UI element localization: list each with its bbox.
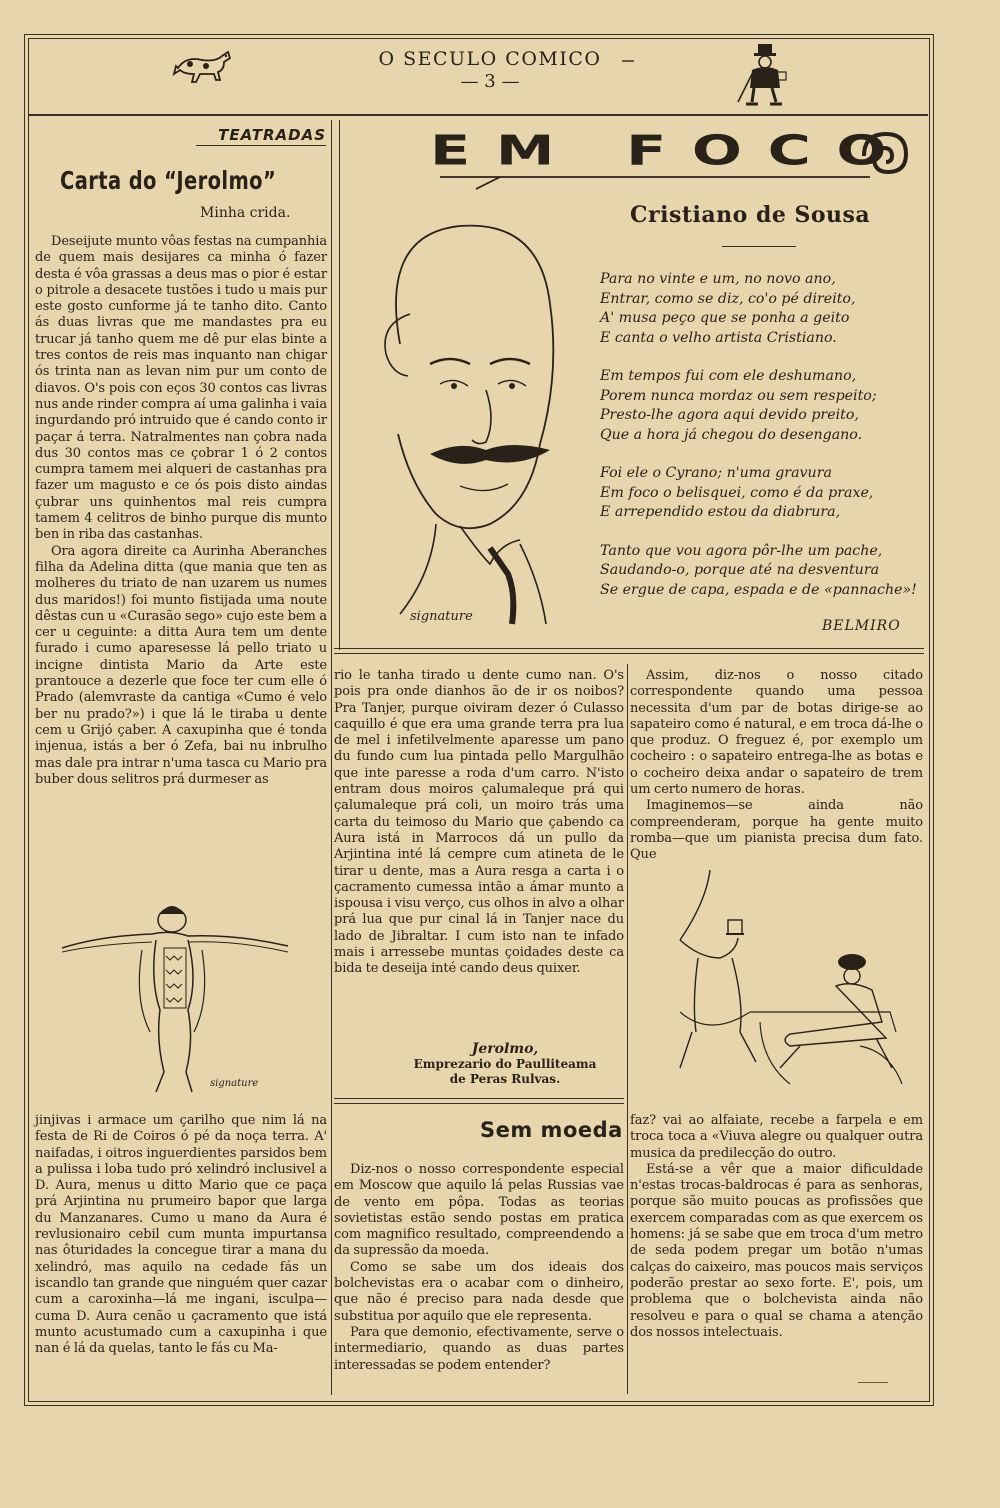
poem-stanza [600, 542, 920, 601]
title-underline-ornament [440, 175, 870, 191]
poem-stanza [600, 464, 920, 523]
poem-title: Cristiano de Sousa [630, 202, 871, 228]
man-with-cane-illustration [732, 42, 788, 110]
sem-moeda-title: Sem moeda [480, 1118, 623, 1142]
poem-signature: BELMIRO [822, 618, 901, 634]
article-paragraph: Como se sabe um dos ideais dos bolchevistas era o acabar com o dinheiro, que não é preciso para nada desde que substitua por aquilo que ele representa. [334, 1259, 624, 1324]
article-paragraph: Está-se a vêr que a maior dificuldade n'estas trocas-baldrocas é para as senhoras, porque são muito poucas as profissões que exercem comparadas com as que exercem os homens: já se sabe que em troca d'um metro de seda podem pregar um botão n'umas calças do caixeiro, mas poucos mais serviços poderão prestar ao sexo forte. E', pois, um problema que o bolchevista ainda não resolveu e para o qual se chama a atenção dos nossos intelectuais. [630, 1161, 923, 1340]
poem-stanza [600, 270, 920, 348]
poem-line: Em tempos fui com ele deshumano, [600, 368, 857, 384]
page-number: — 3 — [460, 71, 520, 92]
letter-paragraph: Ora agora direite ca Aurinha Aberanches filha da Adelina ditta (que mania que ten as molheres du triato de nan uzarem us numes dus maridos!) foi munto fistijada uma noute dêstas cun u «Curasão sego» cujo este bem a cer u ceguinte: a ditta Aura tem um dente furado i cumo aparesesse lá pello triato u incigne dintista Mario da Arte este prantouce a dezerle que foce ter cum elle ó Prado (alemvraste da cantiga «Cumo é velo ber nu prado?») i que lá le tiraba u dente cem u Grijó çaber. A caxupinha que é tonda injenua, istás a ber ó Zefa, bai nu inbrulho mas dale pra intrar n'uma tasca cu Mario pra buber dous selitros prá durmeser as [35, 543, 327, 787]
poem [600, 270, 920, 619]
poem-line: A' musa peço que se ponha a geito [600, 310, 850, 326]
column-rule-left [331, 120, 332, 1395]
moeda-rule-2 [334, 1103, 624, 1104]
foco-box-rule-1 [334, 648, 924, 649]
masthead [300, 48, 680, 92]
letter-paragraph: jinjivas i armace um çarilho que nim lá na festa de Ri de Coiros ó pé da noça terra. A' naifadas, i oitros inguerdientes parsidos bem a pulissa i loba tudo pró xelindró inclusivel a D. Aura, menus u ditto Mario que ce paça prá Arjintina nu prumeiro bapor que larga du Manzanares. Cumo u mano da Aura é revlusionairo cebil cum munta impurtansa nas ôturidades la concegue tirar a mana du xelindró, mas aquilo na cedade fás un iscandlo tan grande que ninguém quer cazar cum a caroxinha—lá me ingani, isculpa—cuma D. Aura cenão u çacramento que istá munto acustumado cum a caxupinha i que nan é lá da quelas, tanto le fás cu Ma- [35, 1113, 327, 1357]
article-paragraph: Para que demonio, efectivamente, serve o intermediario, quando as duas partes interessadas se podem entender? [334, 1324, 624, 1373]
swirl-ornament-icon [858, 130, 910, 180]
poem-line: Para no vinte e um, no novo ano, [600, 271, 836, 287]
column-rule-right [627, 664, 628, 1394]
poem-line: Saudando-o, porque até na desventura [600, 562, 880, 578]
poem-line: Entrar, como se diz, co'o pé direito, [600, 290, 856, 307]
dog-illustration [172, 46, 234, 86]
poem-line: Se ergue de capa, espada e de «pannache»! [600, 581, 917, 598]
letter-paragraph: Deseijute munto vôas festas na cumpanhia de quem mais desijares ca minha ó fazer desta é vôa grassas a deus mas o pior é estar o pitrole a desacete tustões i tudo u mais pur este gosto cunforme já te tanho dito. Canto ás duas livras que me mandastes pra eu trucar já tanho quem me dê pur elas binte a tres contos de reis mas inquanto nan chigar ós trinta nan as levan nim pur um conto de diavos. O's pois con eços 30 contos cas livras nus ande rinder compra aí uma galinha i vaia ingurdando pró intruido que é cando conto ir paçar á terra. Natralmentes nan çobra nada dus 30 contos mas ce çobrar 1 ó 2 contos cumpra tamem mei alqueri de castanhas pra fazer um magusto e ce ós pois disto aindas çubrar uns quinhentos mal reis cumpra tamem 4 celitros de binho purque dis munto ben in riba das castanhas. [35, 234, 327, 543]
svg-text:signature: signature [210, 1078, 259, 1089]
signature-title: Emprezario do Paulliteama [413, 1057, 597, 1071]
article-paragraph: faz? vai ao alfaiate, recebe a farpela e em troca toca a «Viuva alegre ou qualquer outra musica da predilecção do outro. [630, 1113, 923, 1161]
foco-box-rule-2 [334, 653, 924, 654]
sem-moeda-text-right-bottom [630, 1113, 923, 1341]
poem-line: E canta o velho artista Cristiano. [600, 329, 837, 346]
poem-stanza [600, 367, 920, 445]
poem-title-rule [722, 246, 796, 247]
ornament-icon [622, 58, 634, 64]
sem-moeda-text-right [630, 668, 923, 864]
sem-moeda-text [334, 1162, 624, 1374]
salutation: Minha crida. [200, 205, 291, 221]
portrait-caricature-illustration [340, 214, 590, 639]
signature-name: Jerolmo, [471, 1041, 539, 1057]
poem-line: E arrependido estou da diabrura, [600, 504, 841, 520]
dancer-cartoon-illustration [60, 900, 310, 1100]
svg-text:signature: signature [410, 609, 473, 624]
newspaper-title: O SECULO COMICO [378, 48, 602, 70]
poem-line: Foi ele o Cyrano; n'uma gravura [600, 465, 832, 481]
masthead-rule [28, 114, 928, 116]
poem-line: Em foco o belisquei, como é da praxe, [600, 484, 874, 501]
poem-line: Porem nunca mordaz ou sem respeito; [600, 387, 877, 404]
em-foco-title: EM FOCO [430, 126, 913, 175]
letter-text-continued [334, 668, 624, 978]
letter-text-bottom [35, 1113, 327, 1357]
section-tag: TEATRADAS [196, 126, 326, 146]
article-paragraph: Diz-nos o nosso correspondente especial em Moscow que aquilo lá pelas Russias vae de vento em pôpa. Todas as teorias sovietistas estão sendo postas em pratica com magnifico resultado, compreendendo a da supressão da moeda. [334, 1162, 624, 1259]
pianist-tailor-cartoon-illustration [640, 862, 910, 1090]
moeda-rule [334, 1098, 624, 1099]
poem-line: Tanto que vou agora pôr-lhe um pache, [600, 542, 883, 559]
letter-text-top [35, 234, 327, 788]
poem-line: Presto-lhe agora aqui devido preito, [600, 407, 859, 423]
signature-title: de Peras Rulvas. [449, 1072, 561, 1086]
end-mark [858, 1382, 888, 1383]
article-paragraph: Assim, diz-nos o nosso citado correspondente quando uma pessoa necessita d'um par de botas dirige-se ao sapateiro como é natural, e em troca dá-lhe o que produz. O freguez é, por exemplo um cocheiro : o sapateiro entrega-lhe as botas e o cocheiro deixa andar o sapateiro de trem um certo numero de horas. [630, 668, 923, 798]
letter-paragraph: rio le tanha tirado u dente cumo nan. O's pois pra onde dianhos ão de ir os noibos? Pra Tanjer, purque oiviram dezer ó Culasso caquillo é que era uma grande terra pra lua de mel i infetilvelmente aparesse um pano du fundo cum lua pintada pello Margulhão que inte paresse a roda d'um carro. N'isto entram dous moiros çalumaleque prá qui çalumaleque prá coli, un moiro trás uma carta du teimoso du Mario que çabendo ca Aura istá in Marrocos dá un pullo da Arjintina inté lá cempre cum atineta de le tirar u dente, mas a Aura resga a carta i o çacramento cumessa intão a ámar munto a ispousa i visu verço, cus olhos in alvo a olhar prá lua que pur cinal lá in Tanjer nace du lado de Jibraltar. I cum isto nan te infado mais i arressebe muntas çoidades deste ca bida te deseija inté cando deus quixer. [334, 668, 624, 977]
poem-line: Que a hora já chegou do desengano. [600, 426, 863, 443]
article-paragraph: Imaginemos—se ainda não compreenderam, porque ha gente muito romba—que um pianista precisa dum fato. Que [630, 798, 923, 863]
letter-signature [400, 1041, 610, 1087]
letter-title: Carta do “Jerolmo” [60, 166, 277, 195]
